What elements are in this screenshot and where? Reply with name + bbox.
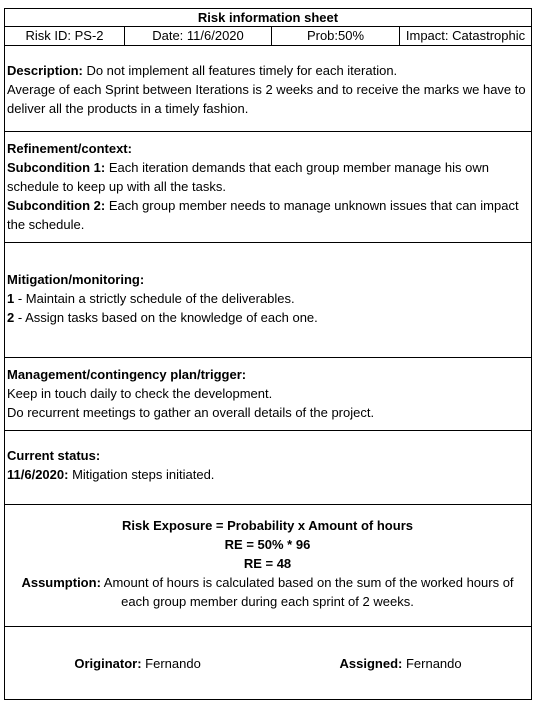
risk-impact: Impact: Catastrophic — [405, 28, 526, 43]
management-line-1: Keep in touch daily to check the development. — [7, 386, 273, 401]
refinement-section — [5, 132, 531, 243]
mitigation-section — [5, 243, 531, 358]
assumption-label: Assumption: — [21, 575, 101, 590]
assigned-label: Assigned: — [339, 655, 403, 671]
status-date: 11/6/2020: — [7, 467, 69, 482]
assumption-text: Amount of hours is calculated based on the sum of the worked hours of each group member during each sprint of 2 weeks. — [100, 575, 514, 609]
description-label: Description: — [7, 63, 83, 78]
assigned-name: Fernando — [402, 655, 462, 671]
exposure-calculation: RE = 50% * 96 — [224, 537, 311, 552]
management-section — [5, 358, 531, 431]
sheet-title: Risk information sheet — [5, 9, 531, 27]
originator-name: Fernando — [141, 655, 201, 671]
risk-id: Risk ID: PS-2 — [5, 27, 125, 45]
subcondition-2-label: Subcondition 2: — [7, 198, 106, 213]
status-label: Current status: — [7, 448, 101, 463]
mitigation-item-2-text: - Assign tasks based on the knowledge of each one. — [14, 310, 318, 325]
risk-information-sheet — [4, 8, 532, 700]
signature-row — [5, 627, 531, 699]
management-line-2: Do recurrent meetings to gather an overall details of the project. — [7, 405, 375, 420]
description-section — [5, 46, 531, 132]
mitigation-item-1-text: - Maintain a strictly schedule of the deliverables. — [14, 291, 295, 306]
management-label: Management/contingency plan/trigger: — [7, 367, 247, 382]
signature-section — [5, 627, 531, 699]
originator — [74, 656, 200, 671]
description-text-1: Do not implement all features timely for each iteration. — [82, 63, 398, 78]
risk-date: Date: 11/6/2020 — [125, 27, 272, 45]
mitigation-item-2-number: 2 — [7, 310, 15, 325]
exposure-formula: Risk Exposure = Probability x Amount of hours — [122, 518, 413, 533]
exposure-result: RE = 48 — [243, 556, 292, 571]
exposure-section — [5, 505, 531, 627]
meta-row — [5, 27, 531, 46]
status-text: Mitigation steps initiated. — [68, 467, 215, 482]
subcondition-1-text: Each iteration demands that each group member manage his own schedule to keep up with all the tasks. — [7, 160, 489, 194]
mitigation-label: Mitigation/monitoring: — [7, 272, 145, 287]
refinement-label: Refinement/context: — [7, 141, 132, 156]
subcondition-2-text: Each group member needs to manage unknown issues that can impact the schedule. — [7, 198, 519, 232]
subcondition-1-label: Subcondition 1: — [7, 160, 106, 175]
description-text-2: Average of each Sprint between Iterations is 2 weeks and to receive the marks we have to deliver all the products in a timely fashion. — [7, 82, 526, 116]
mitigation-item-1-number: 1 — [7, 291, 15, 306]
assigned — [340, 656, 462, 671]
risk-probability: Prob:50% — [272, 27, 400, 45]
originator-label: Originator: — [74, 655, 142, 671]
status-section — [5, 431, 531, 505]
